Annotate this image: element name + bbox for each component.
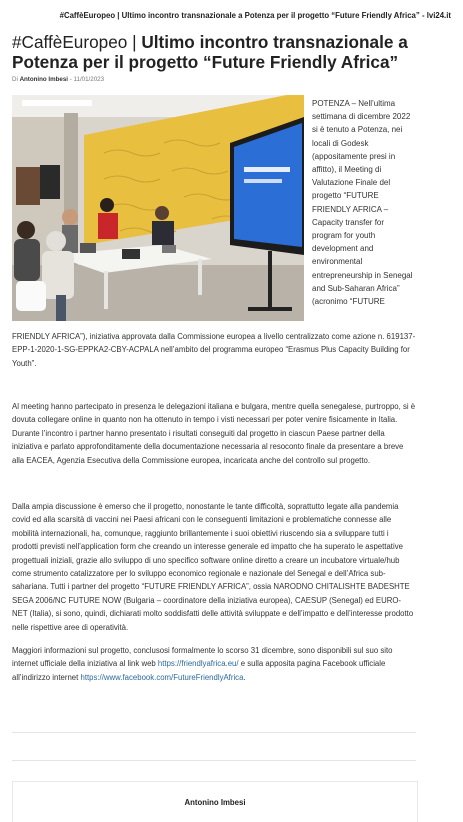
author-box-name[interactable]: Antonino Imbesi <box>184 798 246 807</box>
article-title-tag[interactable]: #CaffèEuropeo | <box>12 32 142 52</box>
article-paragraph-4 <box>12 644 416 684</box>
article-title-main: Ultimo incontro transnazionale a Potenza per il progetto “Future Friendly Africa” <box>12 32 408 72</box>
article-photo <box>12 95 304 321</box>
divider <box>12 760 416 761</box>
paragraph-4-text-a: Maggiori informazioni sul progetto, conclusosi formalmente lo scorso 31 dicembre, sono disponibili sul suo sito internet ufficiale della iniziativa al link web <box>12 646 393 669</box>
divider <box>12 732 416 733</box>
article-paragraph-1: FRIENDLY AFRICA”), iniziativa approvata dalla Commissione europea a livello centralizzato come azione n. 619137-EPP-1-2020-1-SG-EPPKA2-CBY-ACPALA nell’ambito del programma europeo “Erasmus Plus Capacity Building for Youth”. <box>12 332 416 368</box>
byline-prefix: Di <box>12 76 20 83</box>
site-header-title: #CaffèEuropeo | Ultimo incontro transnazionale a Potenza per il progetto “Future Friendly Africa” - lvi24.it <box>59 11 451 20</box>
article-title <box>12 32 452 72</box>
byline-separator: - <box>68 76 74 83</box>
paragraph-4-text-b: e sulla apposita pagina Facebook ufficiale all’indirizzo internet <box>12 659 386 682</box>
article-intro-side-text: POTENZA – Nell’ultima settimana di dicembre 2022 si è tenuto a Potenza, nei locali di Godesk (appositamente presi in affitto), il Meeting di Valutazione Finale del progetto “FUTURE FRIENDLY AFRICA – Capacity transfer for program for youth development and environmental entrepreneurship in Senegal and Sub-Saharan Africa” (acronimo “FUTURE <box>312 99 413 307</box>
author-box <box>12 781 418 822</box>
facebook-page-link[interactable]: https://www.facebook.com/FutureFriendlyAfrica <box>80 672 244 682</box>
project-website-link[interactable]: https://friendlyafrica.eu/ <box>157 659 239 669</box>
meeting-photo-illustration <box>12 95 304 321</box>
article-date: 11/01/2023 <box>73 76 105 83</box>
article-paragraph-2: Al meeting hanno partecipato in presenza le delegazioni italiana e bulgara, mentre quella senegalese, purtroppo, si è dovuta collegare online in quanto non ha ottenuto in tempo i visti necessari per poter venire fisicamente in Italia. Durante l’incontro i partner hanno presentato i risultati conseguiti dal progetto in ciascun Paese partner della iniziativa e parlato approfonditamente della documentazione necessaria al resoconto finale da presentare a breve alla EACEA, Agenzia Esecutiva della Commissione europea, incaricata anche del controllo sul progetto. <box>12 402 416 465</box>
article-paragraph-3: Dalla ampia discussione è emerso che il progetto, nonostante le tante difficoltà, soprattutto legate alla pandemia covid ed alla scarsità di vaccini nei Paesi africani con le conseguenti limitazioni e problematiche connesse alle mobilità internazionali, ha, comunque, raggiunto brillantemente i suoi obiettivi riuscendo sia a sviluppare tutti i prodotti previsti nell’application form che creando un interesse generale ed impatto che ha superato le aspettative progettuali iniziali, grazie allo sviluppo di uno specifico software online diretto a creare un incubatore virtuale/hub come strumento catalizzatore per lo sviluppo economico regionale e nazionale del Senegal e dell’Africa sub-sahariana. Tutti i partner del progetto “FUTURE FRIENDLY AFRICA”, ossia NARODNO CHITALISHTE BADESHTE SEGA 2006/NC FUTURE NOW (Bulgaria – coordinatore della iniziativa europea), CAESUP (Senegal) ed EURO-NET (Italia), si sono, quindi, dichiarati molto soddisfatti delle attività sviluppate e dell’impatto e dell’interesse prodotto nelle rispettive aree di operatività. <box>12 502 414 632</box>
paragraph-4-text-end: . <box>243 672 246 682</box>
article-byline <box>12 76 104 83</box>
byline-author[interactable]: Antonino Imbesi <box>19 76 69 83</box>
